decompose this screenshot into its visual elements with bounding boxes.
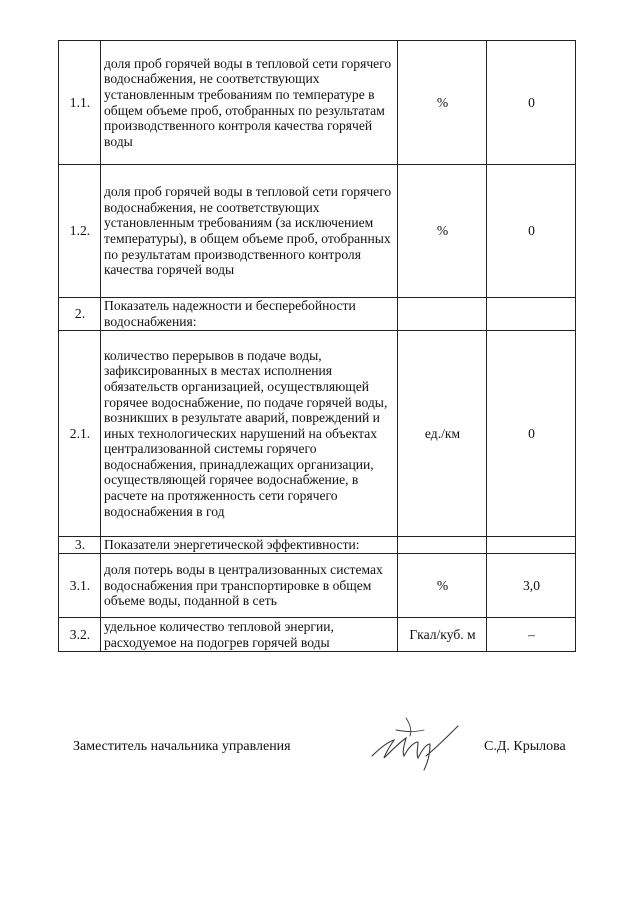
row-number: 1.1. (59, 41, 101, 165)
signatory-position: Заместитель начальника управления (73, 739, 291, 754)
row-description: количество перерывов в подаче воды, зафиксированных в местах исполнения обязательств организацией, осуществляющей горячее водоснабжение, по подаче горячей воды, возникших в результате аварий, повреждений и иных технологических нарушений на объектах централизованной системы горячего водоснабжения, принадлежащих организации, осуществляющей горячее водоснабжение, в расчете на протяженность сети горячего водоснабжения в год (101, 331, 398, 537)
table-row (59, 298, 576, 331)
row-unit: % (398, 41, 487, 165)
row-value: – (487, 618, 576, 652)
indicators-table (58, 40, 576, 652)
row-number: 1.2. (59, 165, 101, 298)
row-unit: % (398, 165, 487, 298)
row-description: удельное количество тепловой энергии, расходуемое на подогрев горячей воды (101, 618, 398, 652)
table-row (59, 165, 576, 298)
row-number: 2. (59, 298, 101, 331)
row-unit (398, 537, 487, 554)
row-value: 0 (487, 41, 576, 165)
row-unit: ед./км (398, 331, 487, 537)
row-number: 3.2. (59, 618, 101, 652)
row-value (487, 537, 576, 554)
table-row (59, 331, 576, 537)
row-number: 2.1. (59, 331, 101, 537)
row-number: 3. (59, 537, 101, 554)
row-unit (398, 298, 487, 331)
signer-name: С.Д. Крылова (484, 739, 566, 754)
row-description: Показатели энергетической эффективности: (101, 537, 398, 554)
row-value (487, 298, 576, 331)
row-number: 3.1. (59, 554, 101, 618)
row-value: 0 (487, 165, 576, 298)
handwritten-signature (366, 712, 466, 772)
row-value: 0 (487, 331, 576, 537)
table-row (59, 537, 576, 554)
row-unit: % (398, 554, 487, 618)
table-row (59, 554, 576, 618)
table-row (59, 41, 576, 165)
row-description: доля проб горячей воды в тепловой сети горячего водоснабжения, не соответствующих установленным требованиям (за исключением температуры), в общем объеме проб, отобранных по результатам производственного контроля качества горячей воды (101, 165, 398, 298)
row-unit: Гкал/куб. м (398, 618, 487, 652)
row-description: Показатель надежности и бесперебойности водоснабжения: (101, 298, 398, 331)
table-row (59, 618, 576, 652)
row-value: 3,0 (487, 554, 576, 618)
row-description: доля проб горячей воды в тепловой сети горячего водоснабжения, не соответствующих установленным требованиям по температуре в общем объеме проб, отобранных по результатам производственного контроля качества горячей воды (101, 41, 398, 165)
row-description: доля потерь воды в централизованных системах водоснабжения при транспортировке в общем объеме воды, поданной в сеть (101, 554, 398, 618)
